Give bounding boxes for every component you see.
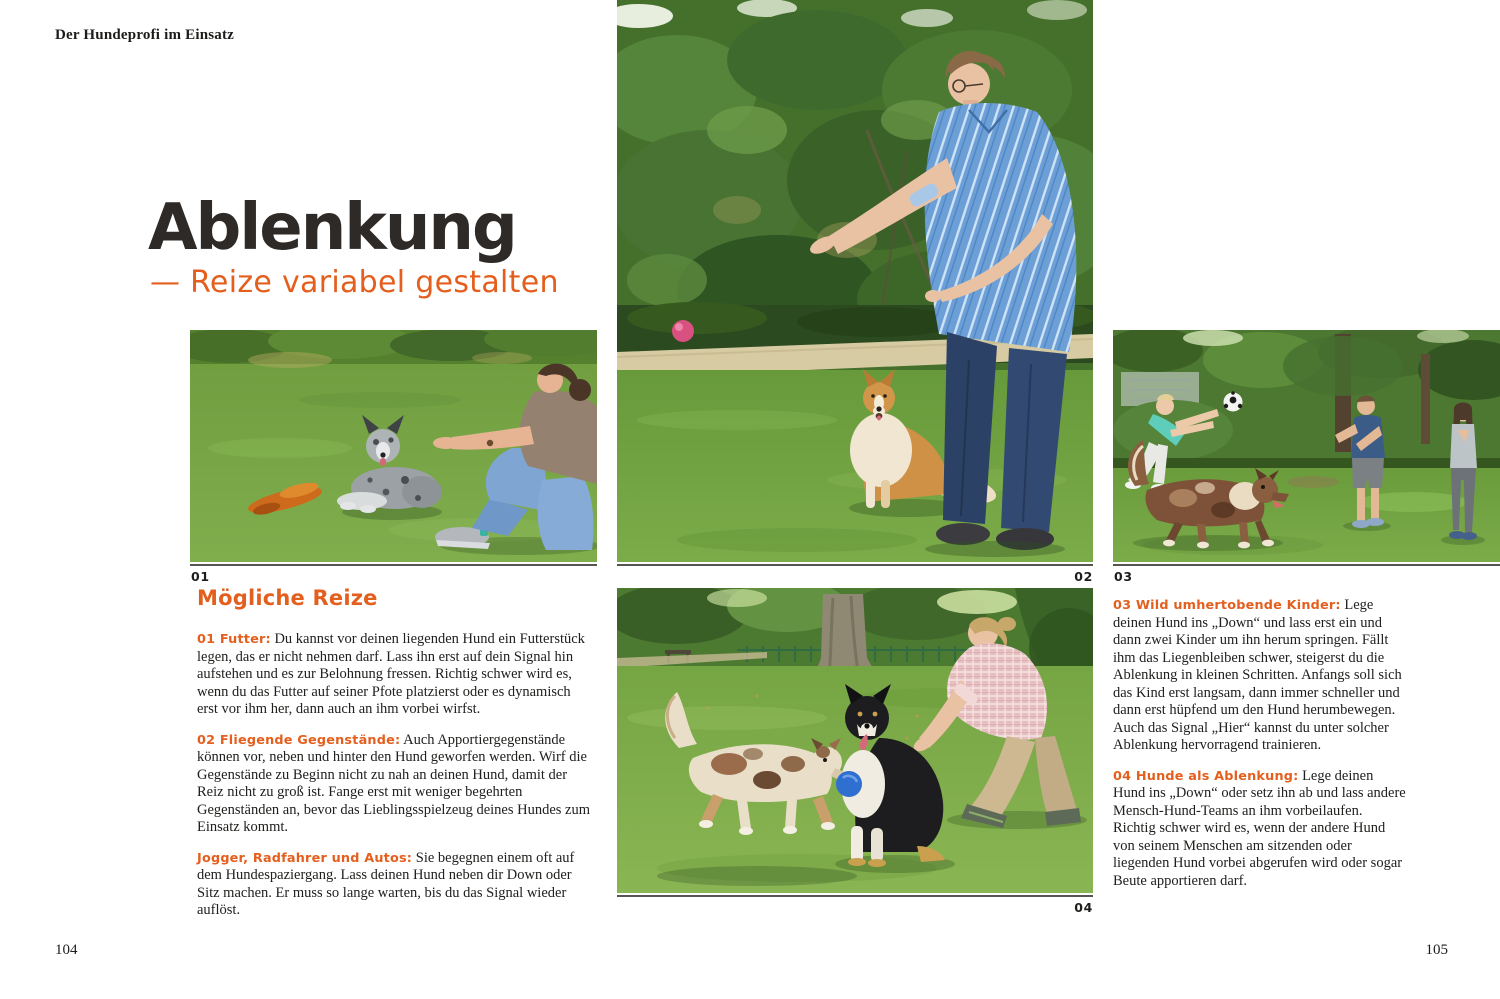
caption-rule-01 [190, 564, 597, 566]
paragraph-lead: 01 Futter: [197, 632, 271, 647]
paragraph-text: Lege deinen Hund ins „Down“ und lass erst ein und dann zwei Kinder um ihn herum springen. Fällt ihm das Liegenbleiben schwer, steigerst du die Ablenkung in kleinen Schritten. Anfangs soll sich das Kind erst langsam, dann immer schneller und dann erst hüpfend um den Hund herumbewegen. Auch das Signal „Hier“ kannst du unter solcher Ablenkung hervorragend trainieren. [1113, 597, 1402, 753]
paragraph-wild-umhertobende-kinder [1113, 597, 1407, 755]
photo-caption-04: 04 [1074, 900, 1093, 915]
paragraph-text: Du kannst vor deinen liegenden Hund ein Futterstück legen, das er nicht nehmen darf. Lass ihn erst auf dein Signal hin aufstehen und es zur Belohnung fressen. Richtig schwer wird es, wenn du das Futter auf seiner Pfote platzierst oder es dynamisch erst vor ihm her, dann auch an ihm vorbei wirfst. [197, 631, 585, 717]
left-text-column [197, 631, 593, 933]
page-title: Ablenkung [148, 191, 516, 265]
paragraph-fliegende-gegenstaende [197, 732, 593, 837]
photo-04 [617, 588, 1093, 893]
photo-caption-03: 03 [1114, 569, 1133, 584]
paragraph-jogger-radfahrer-autos [197, 850, 593, 920]
paragraph-text: Auch Apportiergegenstände können vor, neben und hinter den Hund geworfen werden. Wirf die Gegenstände zu Beginn nicht zu nah an deinen Hund, damit der Reiz nicht zu groß ist. Fange erst mit weniger begehrten Gegenständen an, bevor das Lieblingsspielzeug deines Hundes zum Einsatz kommt. [197, 731, 591, 835]
photo-04-image [617, 588, 1093, 893]
photo-caption-01: 01 [191, 569, 210, 584]
photo-03 [1113, 330, 1500, 562]
paragraph-lead: 03 Wild umhertobende Kinder: [1113, 598, 1341, 613]
photo-03-image [1113, 330, 1500, 562]
pink-ball [672, 320, 694, 342]
paragraph-text: Lege deinen Hund ins „Down“ oder setz ihn ab und lass andere Mensch-Hund-Teams an ihm vorbeilaufen. Richtig schwer wird es, wenn der andere Hund von seinem Menschen am sitzenden oder liegenden Hund vorbei abgerufen wird oder sogar Beute apportieren darf. [1113, 767, 1406, 889]
photo-02-image [617, 0, 1093, 562]
caption-rule-04 [617, 895, 1093, 897]
photo-02 [617, 0, 1093, 562]
paragraph-text: Sie begegnen einem oft auf dem Hundespaziergang. Lass deinen Hund neben dir Down oder Sitz machen. Er muss so lange warten, bis du das Signal wieder auflöst. [197, 849, 575, 918]
paragraph-lead: 04 Hunde als Ablenkung: [1113, 768, 1299, 784]
page-number-left: 104 [55, 942, 78, 958]
paragraph-lead: 02 Fliegende Gegenstände: [197, 732, 401, 748]
paragraph-lead: Jogger, Radfahrer und Autos: [197, 850, 413, 866]
photo-caption-02: 02 [1074, 569, 1093, 584]
running-header: Der Hundeprofi im Einsatz [55, 27, 235, 43]
paragraph-futter [197, 631, 593, 719]
caption-rule-02 [617, 564, 1093, 566]
section-heading: Mögliche Reize [197, 586, 378, 610]
photo-01-image [190, 330, 597, 562]
caption-rule-03 [1113, 564, 1500, 566]
page-number-right: 105 [1425, 942, 1448, 958]
right-text-column [1113, 597, 1407, 903]
paragraph-hunde-als-ablenkung [1113, 768, 1407, 891]
photo-01 [190, 330, 597, 562]
page-subtitle: — Reize variabel gestalten [150, 265, 559, 300]
